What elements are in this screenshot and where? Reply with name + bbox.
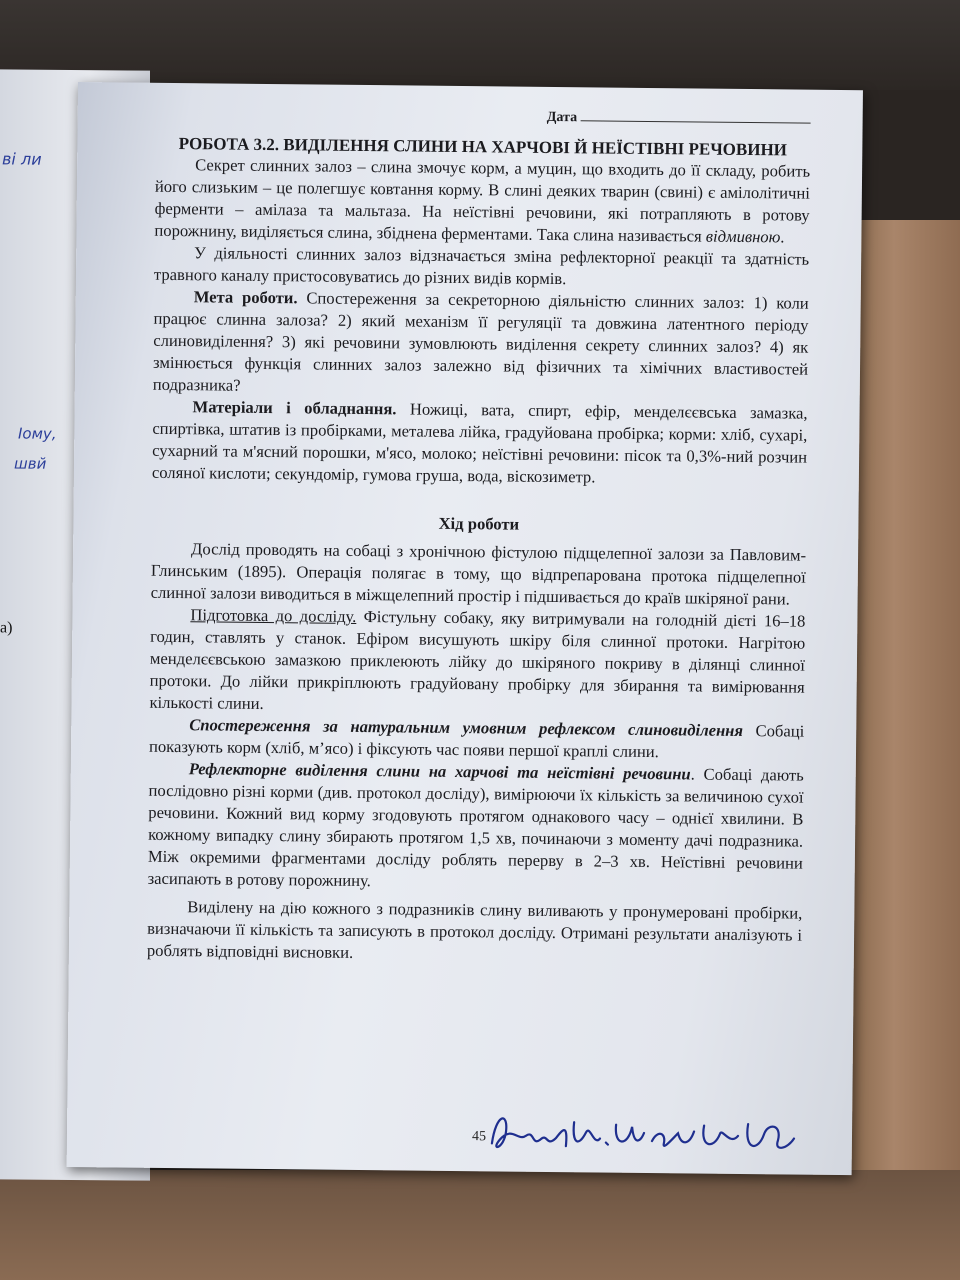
reflex-label: Рефлекторне виділення слини на харчові та неїстівні речовини — [188, 759, 691, 784]
date-label: Дата — [546, 109, 578, 126]
wooden-table — [850, 220, 960, 1280]
page-content — [147, 103, 811, 969]
handwritten-signature — [482, 1101, 803, 1164]
date-row — [156, 103, 811, 132]
final-paragraph: Виділену на дію кожного з подразників слину виливають у пронумеровані пробірки, визначаючи її кількість та записують в протокол досліду. Отримані результати аналізують і роблять відповідні висновки. — [146, 897, 803, 962]
observation-text: Собаці показують корм (хліб, м’ясо) і фіксують час появи першої краплі слини. — [148, 720, 805, 762]
reflex-paragraph — [148, 758, 804, 897]
page-number: 45 — [471, 1129, 487, 1145]
procedure-paragraph: Дослід проводять на собаці з хронічною фістулою підщелепної залози за Павловим-Глинським (1895). Операція полягає в тому, що відпрепарована протока підщелепної слинної залози виводиться в міжщелепний простір і підшивається до країв шкіряної рани. — [150, 539, 807, 609]
intro-paragraph — [154, 154, 810, 249]
observation-paragraph — [149, 714, 804, 765]
reflex-text: . Собаці дають послідовно різні корми (див. протокол досліду), вимірюючи їх кількість за величиною сухої речовини. Кожний вид корму згодовують протягом однакового часу – однієї хвилини. В кожному випадку слину збирають протягом 1,5 хв, починаючи з моменту дачі подразника. Між окремими фрагментами досліду роблять перерву в 2–3 хв. Неїстівні речовини засипають в ротову порожнину. — [147, 764, 804, 891]
prep-label: Підготовка до досліду. — [190, 605, 357, 626]
materials-paragraph — [152, 396, 808, 491]
materials-label: Матеріали і обладнання. — [192, 397, 397, 419]
procedure-title: Хід роботи — [438, 513, 520, 534]
left-handwriting-1: ві ли — [2, 149, 42, 169]
left-handwriting-3: швй — [14, 454, 47, 473]
intro-paragraph-2: У діяльності слинних залоз відзначається зміна рефлекторної реакції та здатність травного каналу пристосовуватись до різних видів кормів. — [153, 243, 810, 289]
goal-label: Мета роботи. — [193, 287, 298, 308]
goal-paragraph — [153, 286, 809, 403]
prep-paragraph — [149, 604, 805, 721]
page-title: РОБОТА 3.2. ВИДІЛЕННЯ СЛИНИ НА ХАРЧОВІ Й НЕЇСТІВНІ РЕЧОВИНИ — [178, 134, 788, 160]
prep-text: Фістульну собаку, яку витримували на голодній дієті 16–18 годин, ставлять у станок. Ефіром висушують шкіру біля слинної протоки. Нагрітою менделєєвською замазкою приклеюють лійку до шкіряного покриву в ділянці слинної протоки. До лійки прикріплюють градуйовану пробірку для збирання та вимірювання кількості слини. — [149, 606, 806, 713]
intro-text: Секрет слинних залоз – слина змочує корм, а муцин, що входить до її складу, робить його слизьким – це полегшує ковтання корму. В слині деяких тварин (свині) є амілолітичні ферменти – амілаза та мальтаза. На неїстівні речовини, які потрапляють в ротову порожнину, виділяється слина, збіднена ферментами. Така слина називається — [154, 155, 811, 246]
textbook-page — [67, 82, 863, 1175]
materials-text: Ножиці, вата, спирт, ефір, менделєєвська замазка, спиртівка, штатив із пробірками, металева лійка, градуйована пробірка; корми: хліб, сухарі, сухарний та м'ясний порошки, м'ясо, молоко; неїстівні речовини: пісок та 0,3%-ний розчин соляної кислоти; секундомір, гумова груша, вода, віскозиметр. — [151, 399, 808, 487]
left-handwriting-2: Іому, — [18, 424, 57, 443]
table-bottom — [0, 1170, 960, 1280]
intro-end: . — [780, 227, 785, 247]
intro-term: відмивною — [705, 226, 781, 247]
date-line — [581, 108, 811, 123]
left-margin-mark: а) — [0, 619, 13, 637]
goal-text: Спостереження за секреторною діяльністю слинних залоз: 1) коли працює слинна залоза? 2) який механізм її регуляції та довжина латентного періоду слиновиділення? 3) які речовини зумовлюють виділення секрету слинних залоз? 4) як змінюється функція слинних залоз залежно від фізичних та хімічних властивостей подразника? — [152, 288, 809, 395]
observation-label: Спостереження за натуральним умовним рефлексом слиновиділення — [189, 715, 744, 740]
